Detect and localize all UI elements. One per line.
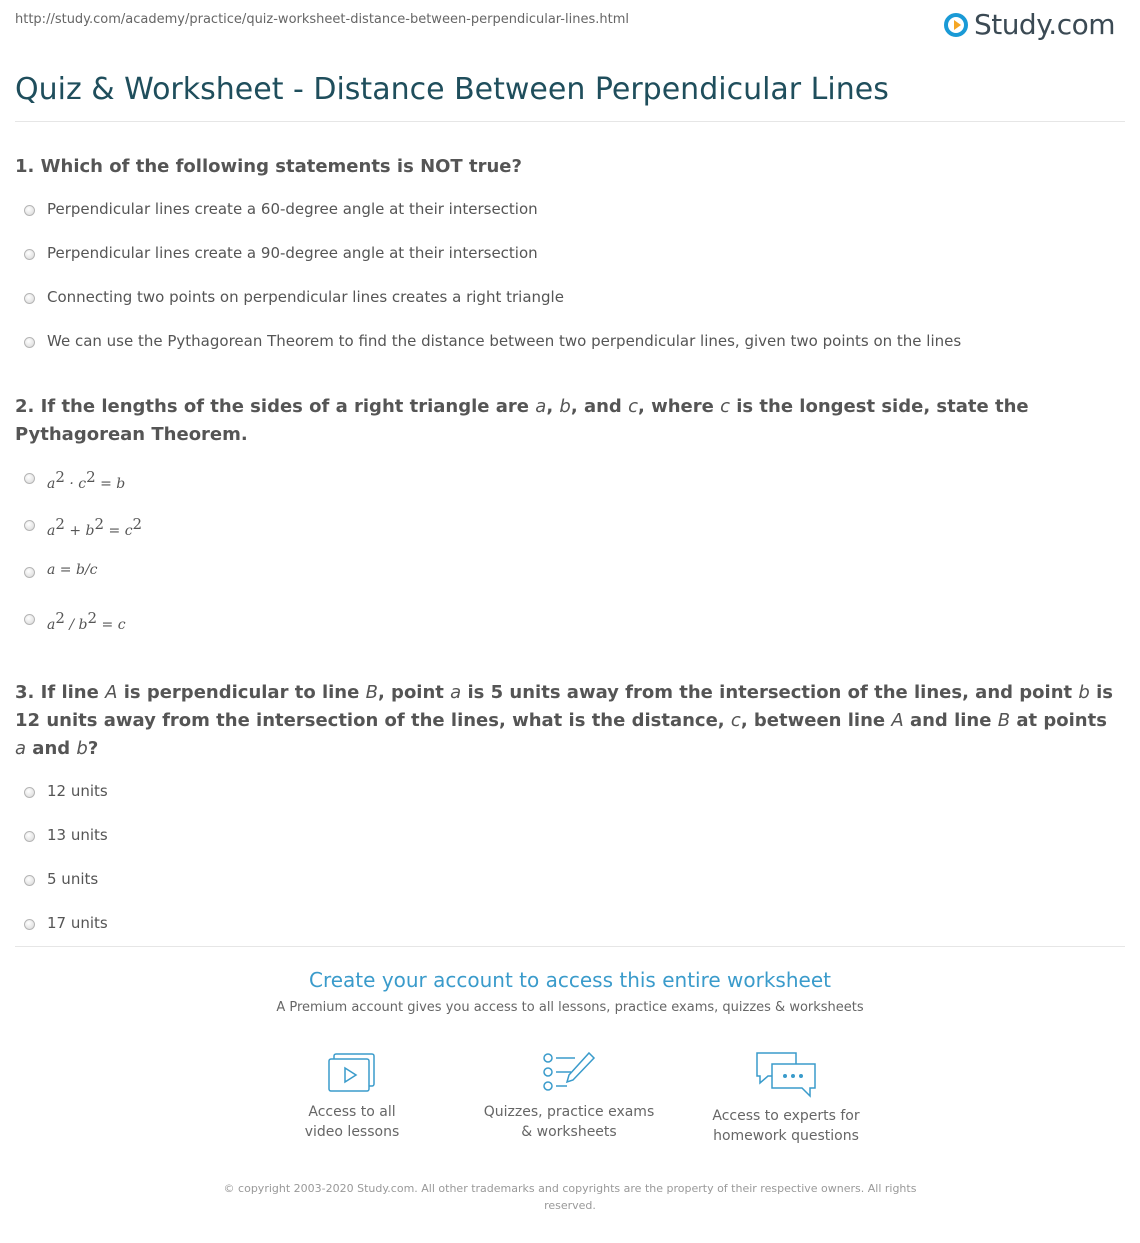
page-url[interactable]: http://study.com/academy/practice/quiz-worksheet-distance-between-perpendicular-lines.html [15,12,629,27]
feature-label: Access to all video lessons [304,1104,400,1140]
option-formula: $a^2 \cdot c^2 = b$ [47,468,126,492]
answer-option[interactable] [15,557,1120,604]
question-1 [15,153,1120,371]
copyright-notice: © copyright 2003-2020 Study.com. All other trademarks and copyrights are the property of their respective owners. All rights reserved. [223,1182,917,1212]
answer-option[interactable] [15,604,1120,651]
answer-option[interactable]: Perpendicular lines create a 60-degree angle at their intersection [15,195,1120,239]
answer-option[interactable]: Perpendicular lines create a 90-degree angle at their intersection [15,239,1120,283]
radio-button[interactable] [24,520,35,531]
question-3 [15,679,1120,953]
play-logo-icon [944,13,968,37]
option-formula: a = b/c [47,562,98,578]
radio-button[interactable] [24,919,35,930]
radio-button[interactable] [24,337,35,348]
answer-option[interactable]: We can use the Pythagorean Theorem to find the distance between two perpendicular lines, given two points on the lines [15,327,1120,371]
top-bar [0,0,1140,50]
radio-button[interactable] [24,787,35,798]
page-title: Quiz & Worksheet - Distance Between Perpendicular Lines [15,72,889,107]
cta-subtitle: A Premium account gives you access to all lessons, practice exams, quizzes & worksheets [276,1000,864,1015]
radio-button[interactable] [24,205,35,216]
feature-label: Quizzes, practice exams & worksheets [483,1104,655,1140]
answer-option[interactable]: 5 units [15,865,1120,909]
quiz-checklist-icon [541,1050,597,1096]
option-formula: $a^2 + b^2 = c^2$ [47,515,143,539]
cta-title-link[interactable]: Create your account to access this entire worksheet [309,968,831,992]
answer-options [15,195,1120,371]
answer-option[interactable]: 13 units [15,821,1120,865]
answer-option[interactable] [15,510,1120,557]
answer-option[interactable]: 17 units [15,909,1120,953]
cta-divider [15,946,1125,947]
radio-button[interactable] [24,293,35,304]
title-divider [15,121,1125,122]
feature-video-lessons [252,1050,452,1142]
option-formula: $a^2 / b^2 = c$ [47,609,126,633]
study-logo[interactable] [944,8,1115,41]
radio-button[interactable] [24,473,35,484]
answer-option[interactable]: Connecting two points on perpendicular lines creates a right triangle [15,283,1120,327]
radio-button[interactable] [24,567,35,578]
feature-experts [686,1050,886,1146]
signup-cta [0,968,1140,1015]
question-text: 2. If the lengths of the sides of a right triangle are a, b, and c, where c is the longest side, state the Pythagorean Theorem. [15,396,1029,445]
feature-quizzes [469,1050,669,1142]
answer-option[interactable]: 12 units [15,777,1120,821]
logo-text: Study.com [973,8,1115,41]
radio-button[interactable] [24,831,35,842]
question-2 [15,393,1120,651]
chat-bubbles-icon [754,1050,818,1100]
feature-label: Access to experts for homework questions [712,1108,860,1144]
radio-button[interactable] [24,614,35,625]
question-text: 1. Which of the following statements is NOT true? [15,156,522,177]
answer-options [15,463,1120,651]
answer-options [15,777,1120,953]
video-lessons-icon [326,1050,378,1096]
radio-button[interactable] [24,875,35,886]
radio-button[interactable] [24,249,35,260]
answer-option[interactable] [15,463,1120,510]
question-text: 3. If line A is perpendicular to line B, point a is 5 units away from the intersection of the lines, and point b is 12 units away from the intersection of the lines, what is the distance, c, between line A and line B at points a and b? [15,682,1113,759]
